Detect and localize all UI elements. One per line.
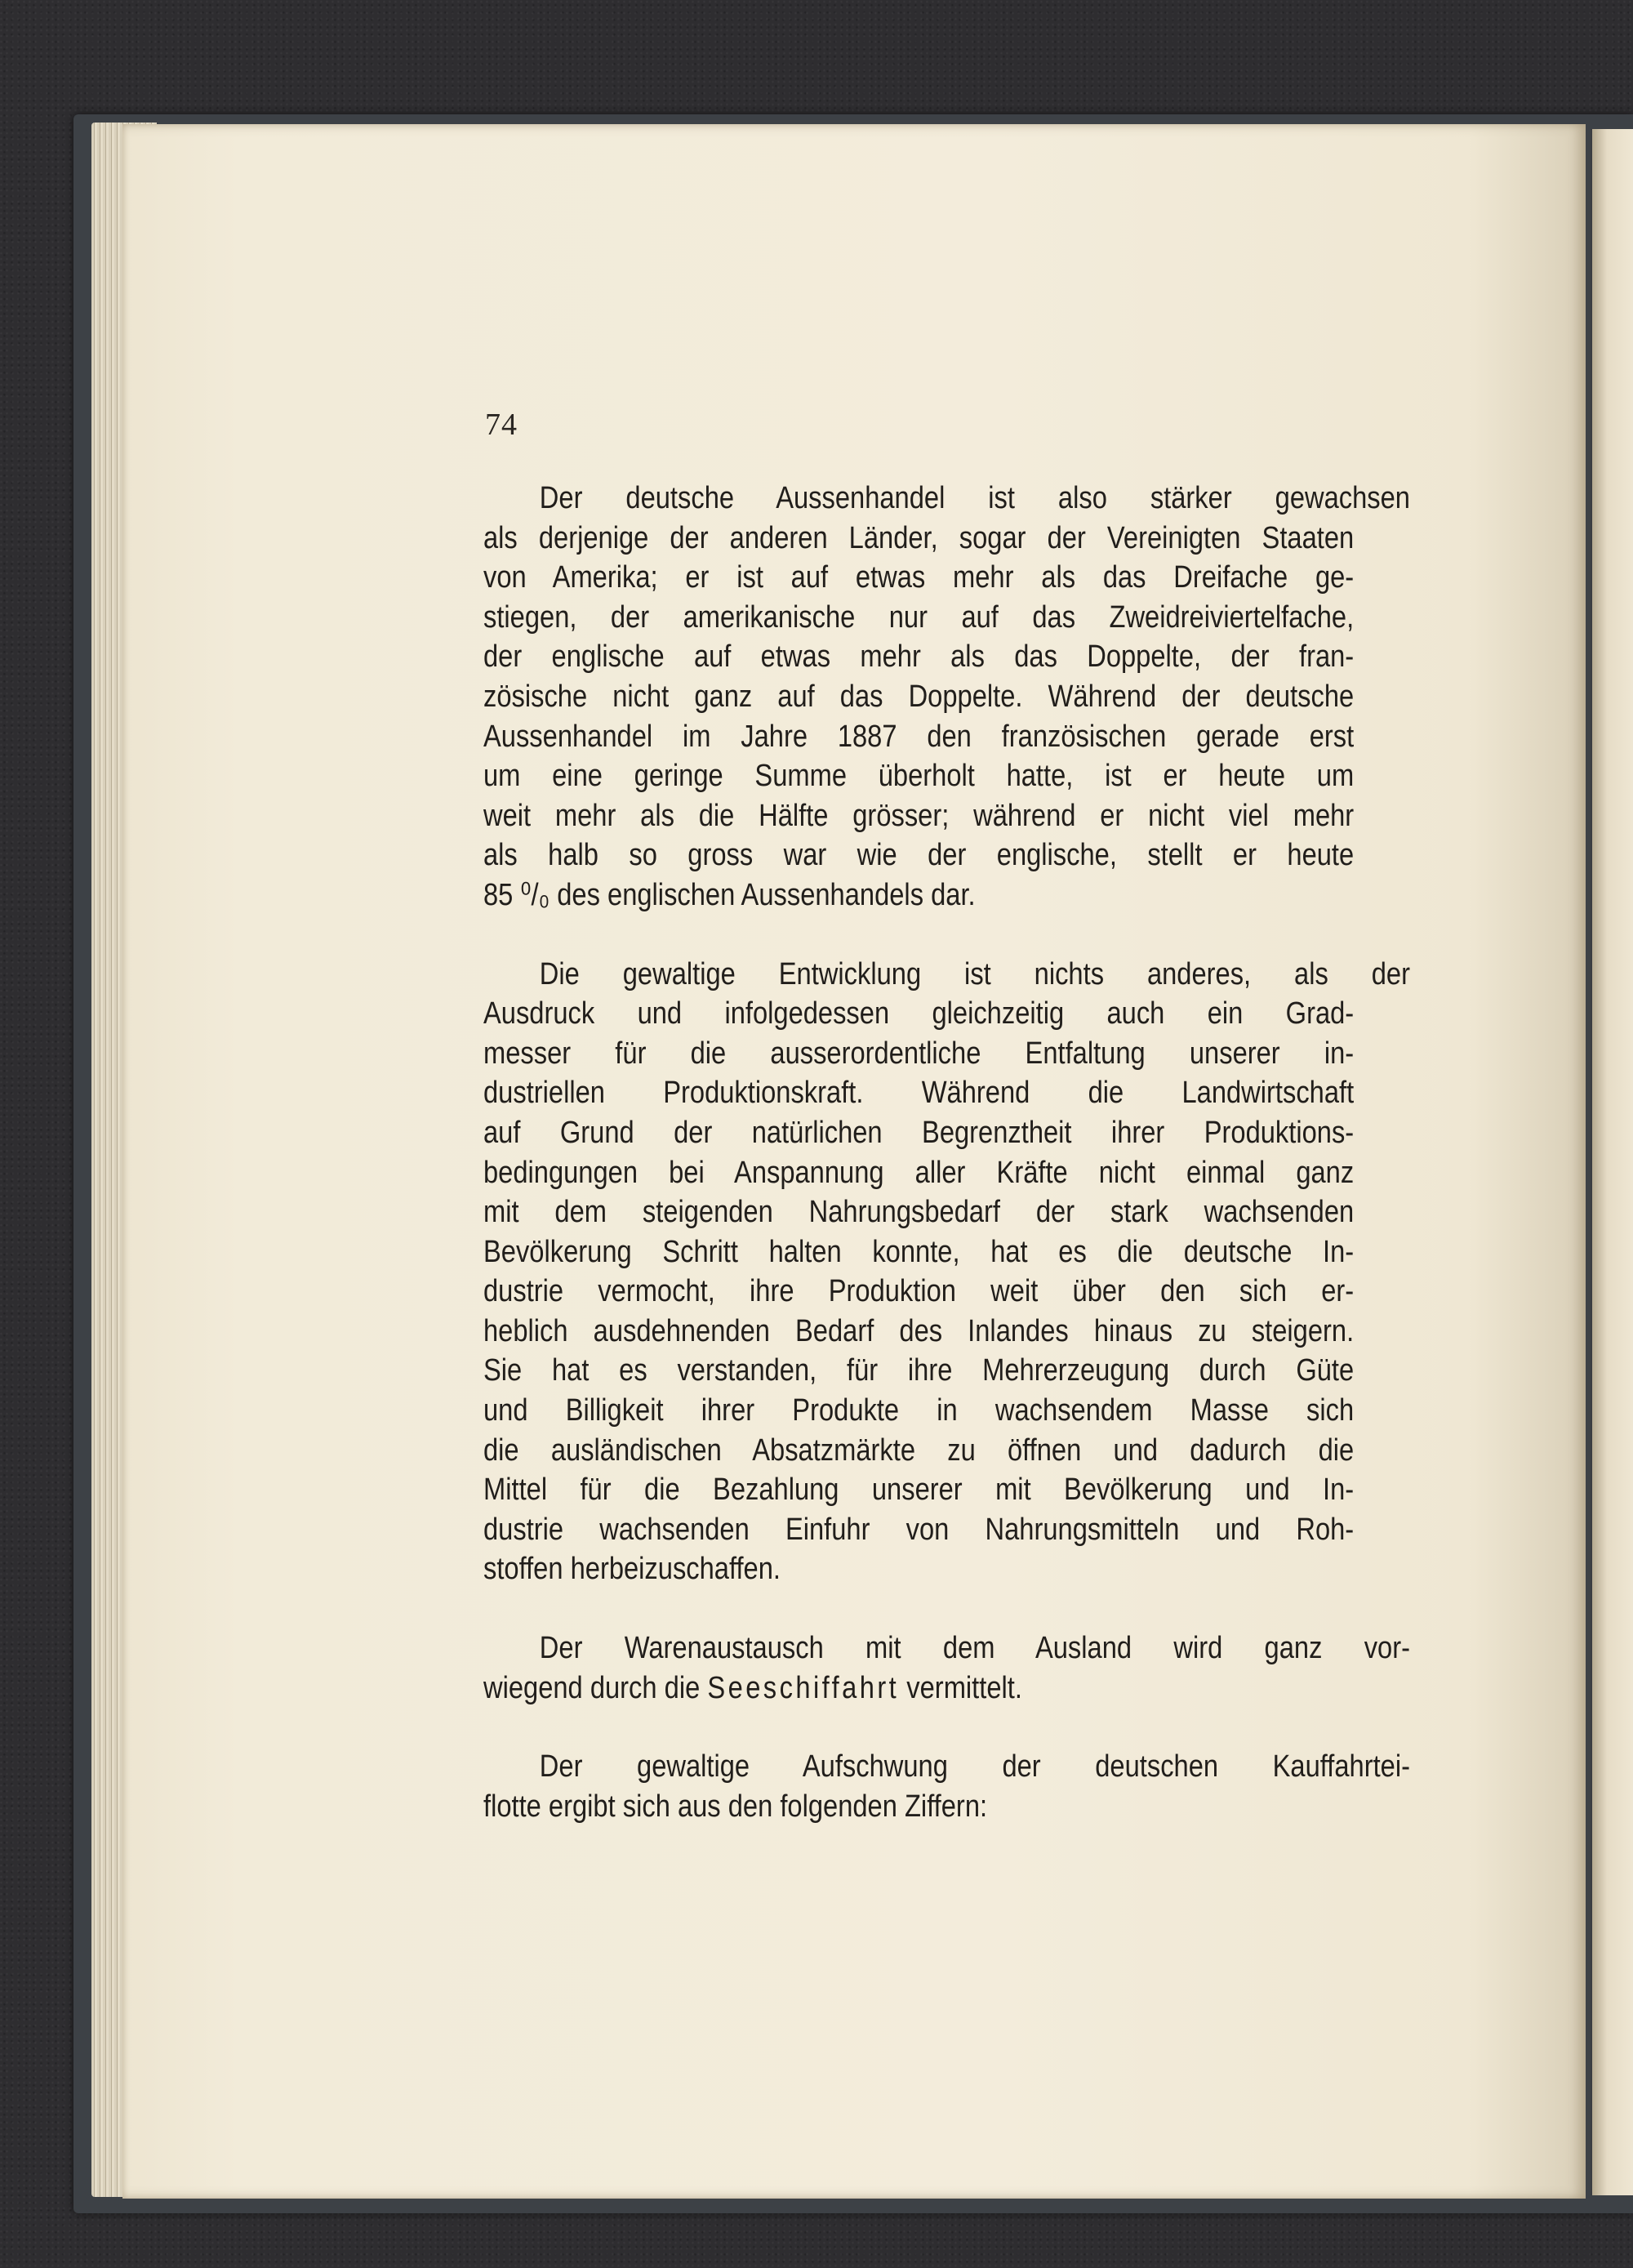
text-line: dustrie wachsenden Einfuhr von Nahrungsmitteln und Roh- [483,1512,1355,1547]
text-line: mit dem steigenden Nahrungsbedarf der stark wachsenden [483,1195,1355,1230]
text-line: bedingungen bei Anspannung aller Kräfte nicht einmal ganz [483,1155,1355,1190]
text-line [483,1669,1354,1709]
text-line: flotte ergibt sich aus den folgenden Ziffern: [483,1789,988,1824]
text-line: als halb so gross war wie der englische, stellt er heute [483,838,1355,873]
text-line: als derjenige der anderen Länder, sogar der Vereinigten Staaten [483,520,1355,555]
text-line: um eine geringe Summe überholt hatte, ist er heute um [483,759,1355,794]
text-line: Die gewaltige Entwicklung ist nichts anderes, als der [539,956,1410,991]
emphasis-spaced: Seeschiffahrt [707,1670,900,1705]
text-line: stoffen herbeizuschaffen. [483,1552,781,1587]
body-text [483,479,1410,1826]
text-line: stiegen, der amerikanische nur auf das Zweidreiviertelfache, [483,599,1355,635]
text-line: messer für die ausserordentliche Entfaltung unserer in- [483,1036,1355,1071]
text-line: Sie hat es verstanden, für ihre Mehrerzeugung durch Güte [483,1353,1355,1388]
text-line: der englische auf etwas mehr als das Doppelte, der fran- [483,639,1355,675]
facing-page-edge [1591,129,1633,2195]
text-line: heblich ausdehnenden Bedarf des Inlandes hinaus zu steigern. [483,1313,1355,1348]
text-line: Der gewaltige Aufschwung der deutschen Kauffahrtei- [539,1749,1410,1785]
text-line: Bevölkerung Schritt halten konnte, hat es die deutsche In- [483,1234,1355,1269]
page-number: 74 [485,408,518,442]
text-line: Mittel für die Bezahlung unserer mit Bevölkerung und In- [483,1473,1355,1508]
text-line: Der deutsche Aussenhandel ist also stärker gewachsen [539,481,1410,515]
text-line: von Amerika; er ist auf etwas mehr als das Dreifache ge- [483,560,1355,595]
text-line: zösische nicht ganz auf das Doppelte. Während der deutsche [483,679,1355,714]
text-line: weit mehr als die Hälfte grösser; während er nicht viel mehr [483,798,1355,833]
paragraph-2 [483,955,1410,1590]
text-line: Ausdruck und infolgedessen gleichzeitig auch ein Grad- [483,996,1355,1032]
text-line: dustriellen Produktionskraft. Während die Landwirtschaft [483,1076,1355,1111]
text-line: die ausländischen Absatzmärkte zu öffnen und dadurch die [483,1433,1355,1468]
text-line: Der Warenaustausch mit dem Ausland wird ganz vor- [539,1631,1410,1666]
text-line: und Billigkeit ihrer Produkte in wachsendem Masse sich [483,1393,1355,1428]
text-fragment: wiegend durch die [483,1670,708,1705]
text-line: 85 ⁰/₀ des englischen Aussenhandels dar. [483,877,976,912]
text-fragment: vermittelt. [899,1670,1022,1705]
text-line: Aussenhandel im Jahre 1887 den französischen gerade erst [483,719,1355,754]
paragraph-4 [483,1747,1410,1826]
text-line: auf Grund der natürlichen Begrenztheit ihrer Produktions- [483,1115,1355,1150]
paragraph-3 [483,1629,1410,1708]
paragraph-1 [483,479,1410,916]
text-line: dustrie vermocht, ihre Produktion weit über den sich er- [483,1274,1355,1309]
